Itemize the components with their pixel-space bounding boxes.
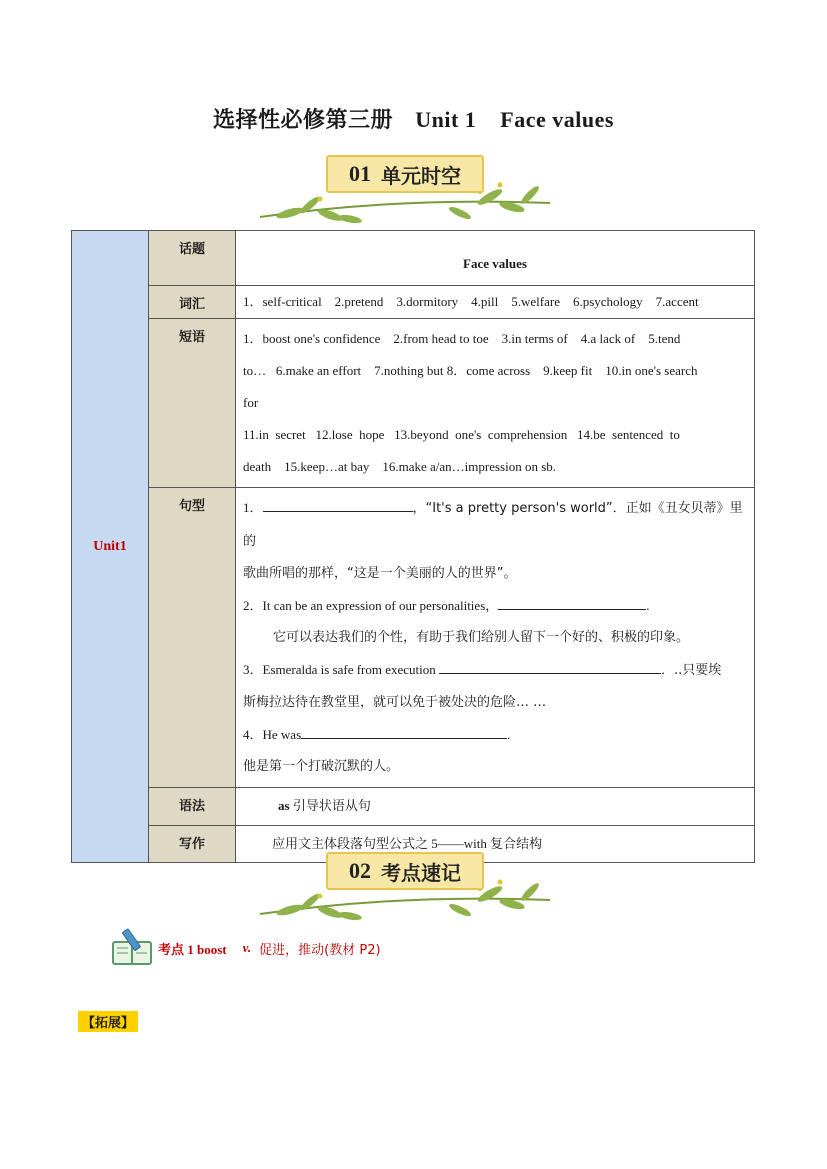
title-cn: 选择性必修第三册 [213,108,394,133]
grammar-content: as 引导状语从句 [236,788,755,826]
sentence-4-translation: 他是第一个打破沉默的人。 [243,759,400,774]
topic-content: Face values [236,231,755,286]
phrase-line: 1．boost one's confidence 2.from head to toe 3.in terms of 4.a lack of 5.tend [243,331,681,346]
kaodian-pos: v. [242,940,252,955]
sentence-3-translation: 斯梅拉达待在教堂里，就可以免于被处决的危险… … [243,695,547,710]
table-row-phrases [72,319,755,488]
sentence-1: 1． ，“It's a pretty person's world”．正如《丑女贝蒂》里的 [243,492,747,558]
phrase-line: death 15.keep…at bay 16.make a/an…impression on sb. [243,459,557,474]
sentence-4: 4．He was . [243,719,747,751]
kaodian-meaning: 促进，推动(教材 P2) [259,942,381,958]
section-badge-1 [250,155,570,225]
fill-blank-4[interactable] [301,724,507,739]
fill-blank-3[interactable] [439,659,661,674]
section-badge-label: 02 考点速记 [326,852,484,890]
book-pencil-icon [110,928,154,968]
label-phrases: 短语 [149,319,236,488]
label-writing: 写作 [149,826,236,863]
title-en: Unit 1 Face values [415,107,614,132]
sentence-2: 2．It can be an expression of our personalities， . [243,590,747,622]
phrase-line: to… 6.make an effort 7.nothing but 8．come across 9.keep fit 10.in one's search [243,363,698,378]
label-grammar: 语法 [149,788,236,826]
table-row-topic [72,231,755,286]
table-row-grammar [72,788,755,826]
kaodian-heading [110,928,381,968]
vocab-content: 1．self-critical 2.pretend 3.dormitory 4.pill 5.welfare 6.psychology 7.accent [236,286,755,319]
section-badge-2 [250,852,570,922]
label-vocab: 词汇 [149,286,236,319]
sentences-content [236,488,755,788]
section-badge-label: 01 单元时空 [326,155,484,193]
tuozhan-tag: 【拓展】 [78,1011,138,1032]
phrase-line: 11.in secret 12.lose hope 13.beyond one's comprehension 14.be sentenced to [243,427,680,442]
page-title [0,103,827,134]
label-topic: 话题 [149,231,236,286]
fill-blank-2[interactable] [498,595,646,610]
phrases-content [236,319,755,488]
phrase-line: for [243,395,259,410]
sentence-1-translation: 歌曲所唱的那样，“这是一个美丽的人的世界”。 [243,566,517,581]
label-sentences: 句型 [149,488,236,788]
table-row-sentences [72,488,755,788]
unit-cell: Unit1 [72,231,149,863]
sentence-3: 3．Esmeralda is safe from execution ．..只要埃 [243,654,747,687]
table-row-vocab [72,286,755,319]
sentence-2-translation: 它可以表达我们的个性，有助于我们给别人留下一个好的、积极的印象。 [273,630,690,645]
unit-overview-table [71,230,755,863]
kaodian-label: 考点 1 boost [158,941,227,957]
fill-blank-1[interactable] [263,497,413,512]
writing-content: 应用文主体段落句型公式之 5——with 复合结构 [236,826,755,863]
